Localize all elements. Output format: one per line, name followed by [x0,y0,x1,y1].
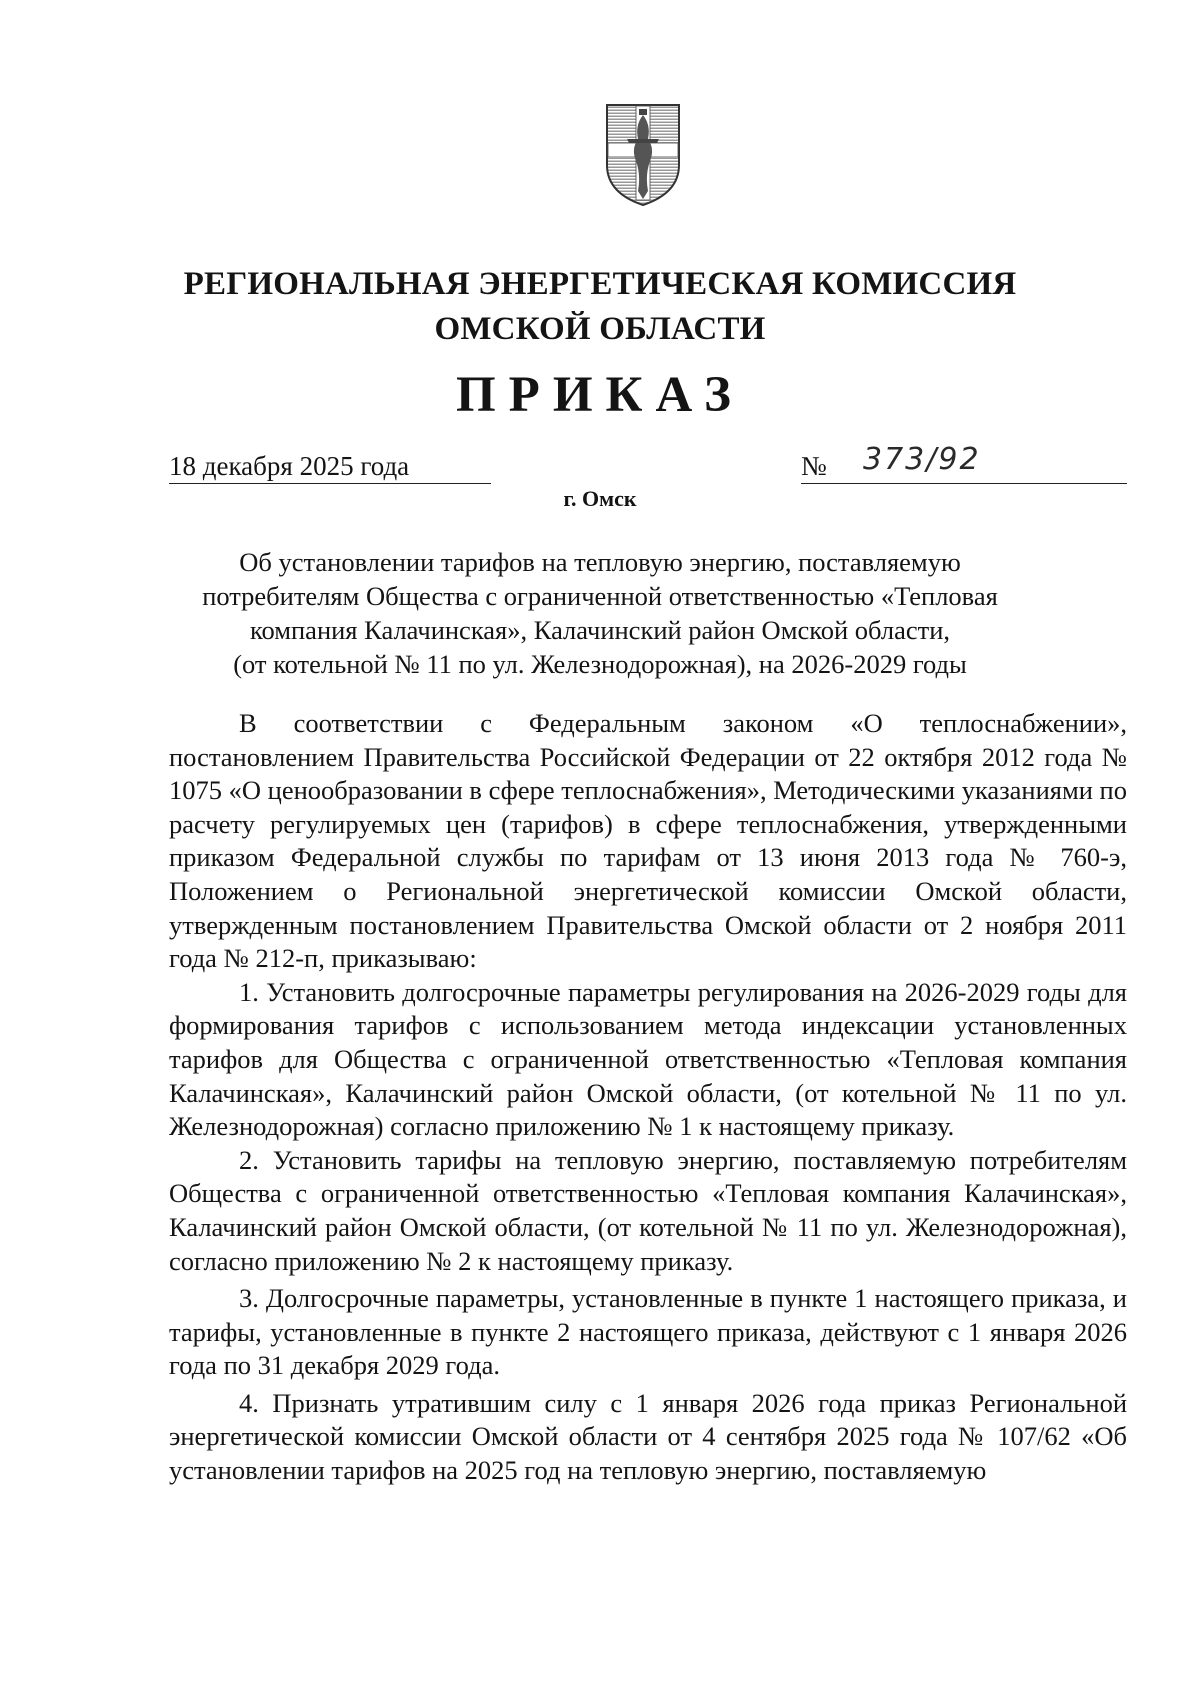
preamble-paragraph: В соответствии с Федеральным законом «О теплоснабжении», постановлением Правительства Российской Федерации от 22 октября 2012 года № 1075 «О ценообразовании в сфере теплоснабжения», Методическими указаниями по расчету регулируемых цен (тарифов) в сфере теплоснабжения, утвержденными приказом Федеральной службы по тарифам от 13 июня 2013 года № 760-э, Положением о Региональной энергетической комиссии Омской области, утвержденным постановлением Правительства Омской области от 2 ноября 2011 года № 212-п, приказываю: [169,708,1127,974]
organization-name-line1: РЕГИОНАЛЬНАЯ ЭНЕРГЕТИЧЕСКАЯ КОМИССИЯ [183,266,1017,302]
number-sign: № [801,451,827,481]
subject-line: Об установлении тарифов на тепловую энергию, поставляемую [239,547,961,577]
order-number-field [801,442,1127,484]
organization-name [0,262,1200,352]
coat-of-arms-emblem [605,103,681,207]
order-date: 18 декабря 2025 года [169,449,491,484]
item-3-paragraph: 3. Долгосрочные параметры, установленные в пункте 1 настоящего приказа, и тарифы, установленные в пункте 2 настоящего приказа, действуют с 1 января 2026 года по 31 декабря 2029 года. [169,1283,1127,1381]
subject-line: (от котельной № 11 по ул. Железнодорожная), на 2026-2029 годы [233,649,967,679]
item-2-paragraph: 2. Установить тарифы на тепловую энергию, поставляемую потребителям Общества с ограниченной ответственностью «Тепловая компания Калачинская», Калачинский район Омской области, (от котельной № 11 по ул. Железнодорожная), согласно приложению № 2 к настоящему приказу. [169,1144,1127,1276]
subject-line: потребителям Общества с ограниченной ответственностью «Тепловая [202,581,998,611]
document-type-title: ПРИКАЗ [456,367,744,423]
organization-name-line2: ОМСКОЙ ОБЛАСТИ [434,311,766,347]
handwritten-order-number: 373/92 [863,442,981,477]
city-label: г. Омск [563,486,637,511]
order-subject [160,545,1040,681]
subject-line: компания Калачинская», Калачинский район Омской области, [249,615,951,645]
order-body [169,707,1127,1488]
item-1-paragraph: 1. Установить долгосрочные параметры регулирования на 2026-2029 годы для формирования тарифов с использованием метода индексации установленных тарифов для Общества с ограниченной ответственностью «Тепловая компания Калачинская», Калачинский район Омской области, (от котельной № 11 по ул. Железнодорожная) согласно приложению № 1 к настоящему приказу. [169,976,1127,1142]
item-4-paragraph: 4. Признать утратившим силу с 1 января 2026 года приказ Региональной энергетической комиссии Омской области от 4 сентября 2025 года № 107/62 «Об установлении тарифов на 2025 год на тепловую энергию, поставляемую [169,1387,1127,1486]
